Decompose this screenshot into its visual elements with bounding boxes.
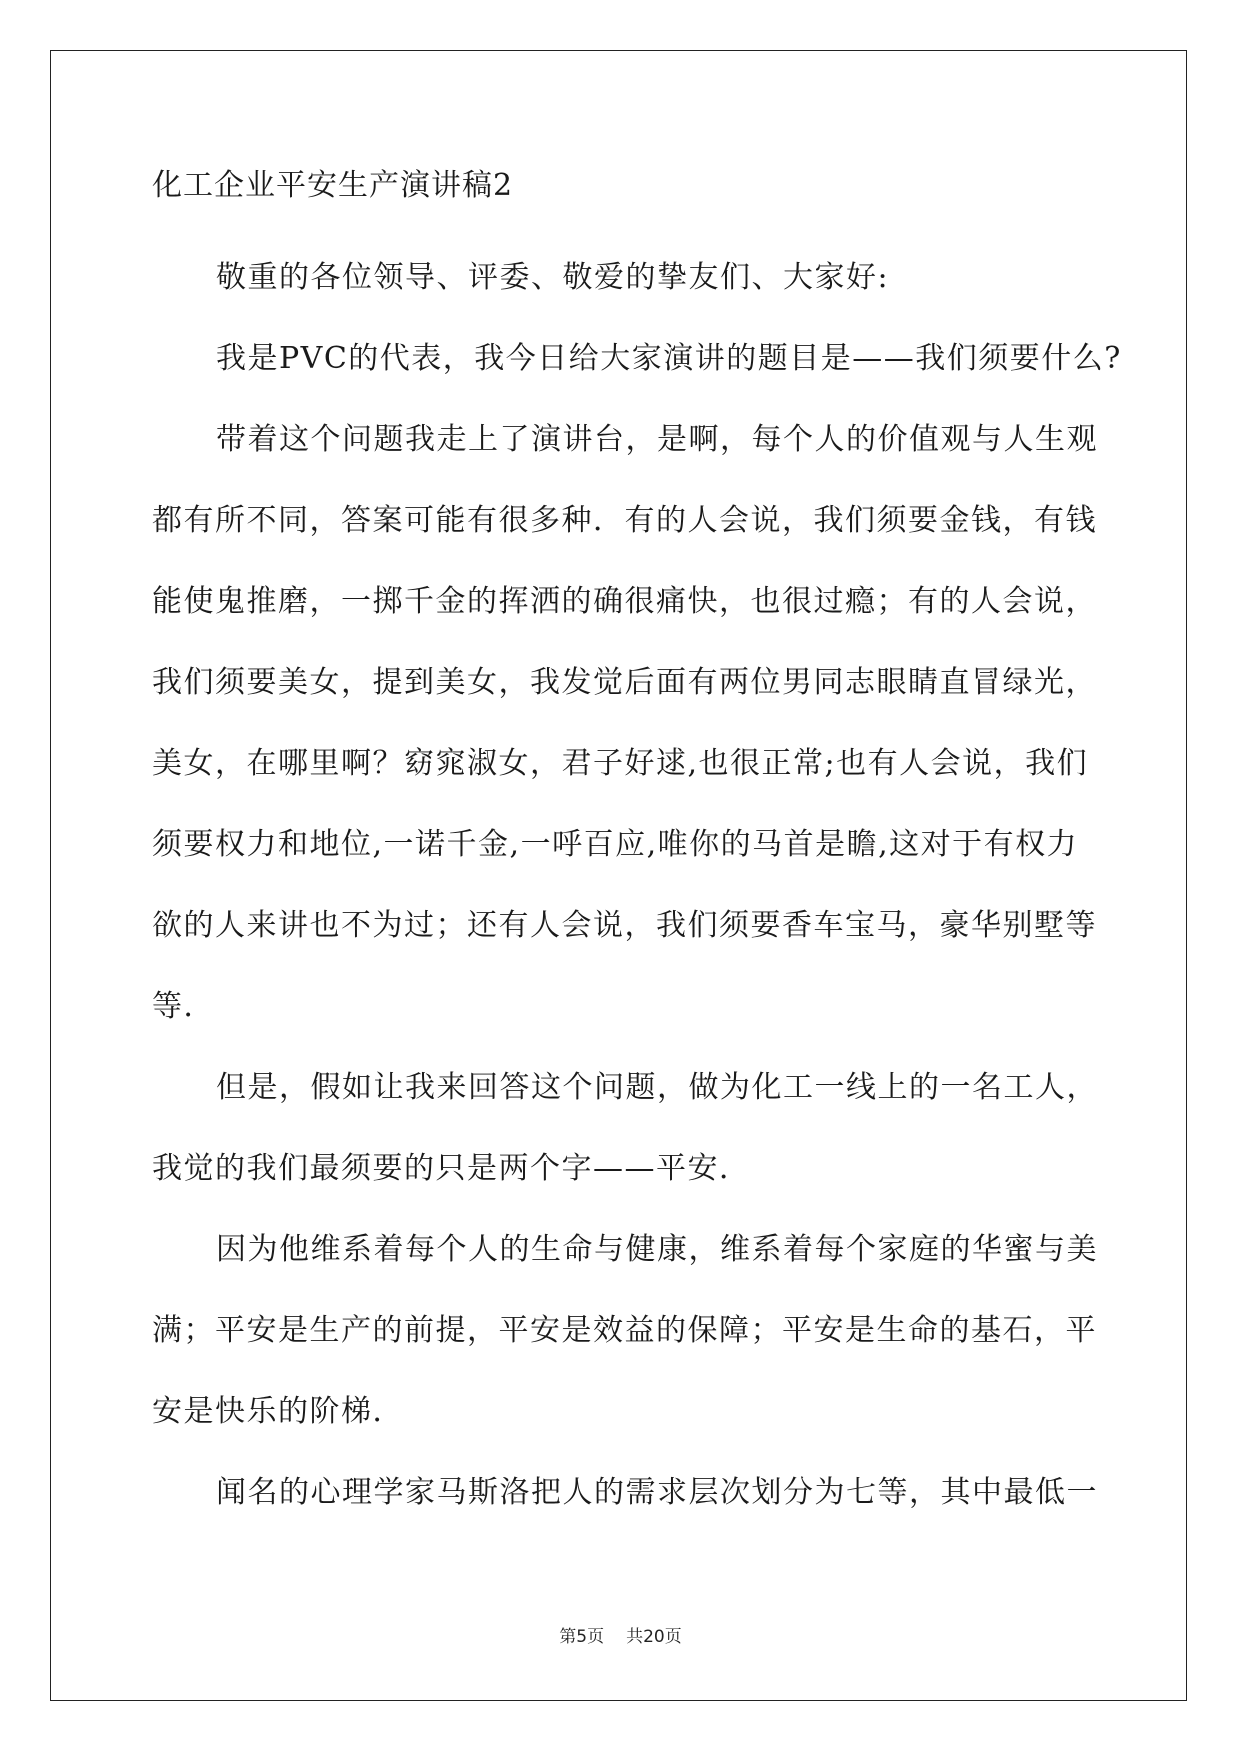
text-line: 我是PVC的代表，我今日给大家演讲的题目是——我们须要什么? bbox=[216, 341, 1122, 376]
text-line: 敬重的各位领导、评委、敬爱的挚友们、大家好: bbox=[216, 260, 890, 295]
text-line: 须要权力和地位,一诺千金,一呼百应,唯你的马首是瞻,这对于有权力 bbox=[152, 827, 1079, 862]
text-line: 但是，假如让我来回答这个问题，做为化工一线上的一名工人， bbox=[216, 1070, 1098, 1105]
text-line: 满；平安是生产的前提，平安是效益的保障；平安是生命的基石，平 bbox=[152, 1313, 1097, 1348]
text-line: 安是快乐的阶梯． bbox=[152, 1394, 404, 1429]
text-line: 美女，在哪里啊？窈窕淑女，君子好逑,也很正常;也有人会说，我们 bbox=[152, 746, 1089, 781]
text-line: 我觉的我们最须要的只是两个字——平安． bbox=[152, 1151, 751, 1186]
page-total: 共20页 bbox=[626, 1627, 682, 1647]
paragraph-question bbox=[152, 399, 1098, 1047]
text-line: 因为他维系着每个人的生命与健康，维系着每个家庭的华蜜与美 bbox=[216, 1232, 1098, 1267]
paragraph-intro bbox=[152, 318, 1122, 399]
text-line: 能使鬼推磨，一掷千金的挥洒的确很痛快，也很过瘾；有的人会说， bbox=[152, 584, 1097, 619]
text-line: 等． bbox=[152, 989, 215, 1024]
page-footer bbox=[0, 1622, 1241, 1647]
text-line: 欲的人来讲也不为过；还有人会说，我们须要香车宝马，豪华别墅等 bbox=[152, 908, 1097, 943]
paragraph-safety bbox=[152, 1209, 1098, 1452]
page-number: 第5页 bbox=[559, 1627, 605, 1647]
text-line: 我们须要美女，提到美女，我发觉后面有两位男同志眼睛直冒绿光， bbox=[152, 665, 1097, 700]
paragraph-answer bbox=[152, 1047, 1098, 1209]
text-line: 闻名的心理学家马斯洛把人的需求层次划分为七等，其中最低一 bbox=[216, 1475, 1098, 1510]
text-line: 带着这个问题我走上了演讲台，是啊，每个人的价值观与人生观 bbox=[216, 422, 1098, 457]
paragraph-maslow bbox=[152, 1452, 1098, 1533]
document-title: 化工企业平安生产演讲稿2 bbox=[152, 168, 514, 203]
text-line: 都有所不同，答案可能有很多种．有的人会说，我们须要金钱，有钱 bbox=[152, 503, 1097, 538]
document-body bbox=[152, 168, 1122, 1533]
paragraph-greeting bbox=[152, 237, 1092, 318]
